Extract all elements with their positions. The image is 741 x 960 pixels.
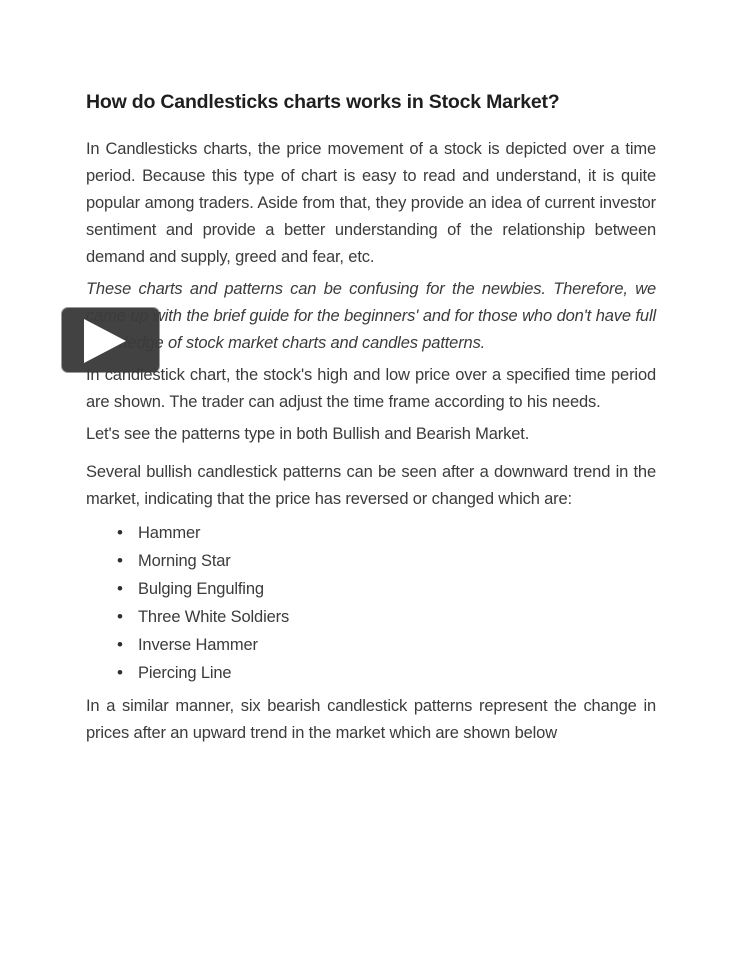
list-item-morning-star: • Morning Star — [86, 547, 656, 575]
list-item-inverse-hammer: • Inverse Hammer — [86, 631, 656, 659]
bullish-patterns-list — [86, 519, 656, 687]
page-title: How do Candlesticks charts works in Stock Market? — [86, 91, 560, 113]
list-item-piercing-line: • Piercing Line — [86, 659, 656, 687]
paragraph-bearish-outro: In a similar manner, six bearish candlestick patterns represent the change in prices after an upward trend in the market which are shown below — [86, 697, 656, 742]
paragraph-guide-note: These charts and patterns can be confusing for the newbies. Therefore, we came up with the brief guide for the beginners' and for those who don't have full knowledge of stock market charts and candles patterns. — [86, 280, 656, 352]
paragraph-intro: In Candlesticks charts, the price movement of a stock is depicted over a time period. Because this type of chart is easy to read and understand, it is quite popular among traders. Aside from that, they provide an idea of current investor sentiment and provide a better understanding of the relationship between demand and supply, greed and fear, etc. — [86, 140, 656, 266]
paragraph-bullish-intro: Several bullish candlestick patterns can be seen after a downward trend in the market, indicating that the price has reversed or changed which are: — [86, 463, 656, 508]
list-item-three-white-soldiers: • Three White Soldiers — [86, 603, 656, 631]
list-item-bulging-engulfing: • Bulging Engulfing — [86, 575, 656, 603]
document-content — [86, 90, 656, 752]
list-item-hammer: • Hammer — [86, 519, 656, 547]
paragraph-candlestick-explain: In candlestick chart, the stock's high and low price over a specified time period are shown. The trader can adjust the time frame according to his needs. — [86, 366, 656, 411]
paragraph-lets-see: Let's see the patterns type in both Bullish and Bearish Market. — [86, 425, 530, 443]
